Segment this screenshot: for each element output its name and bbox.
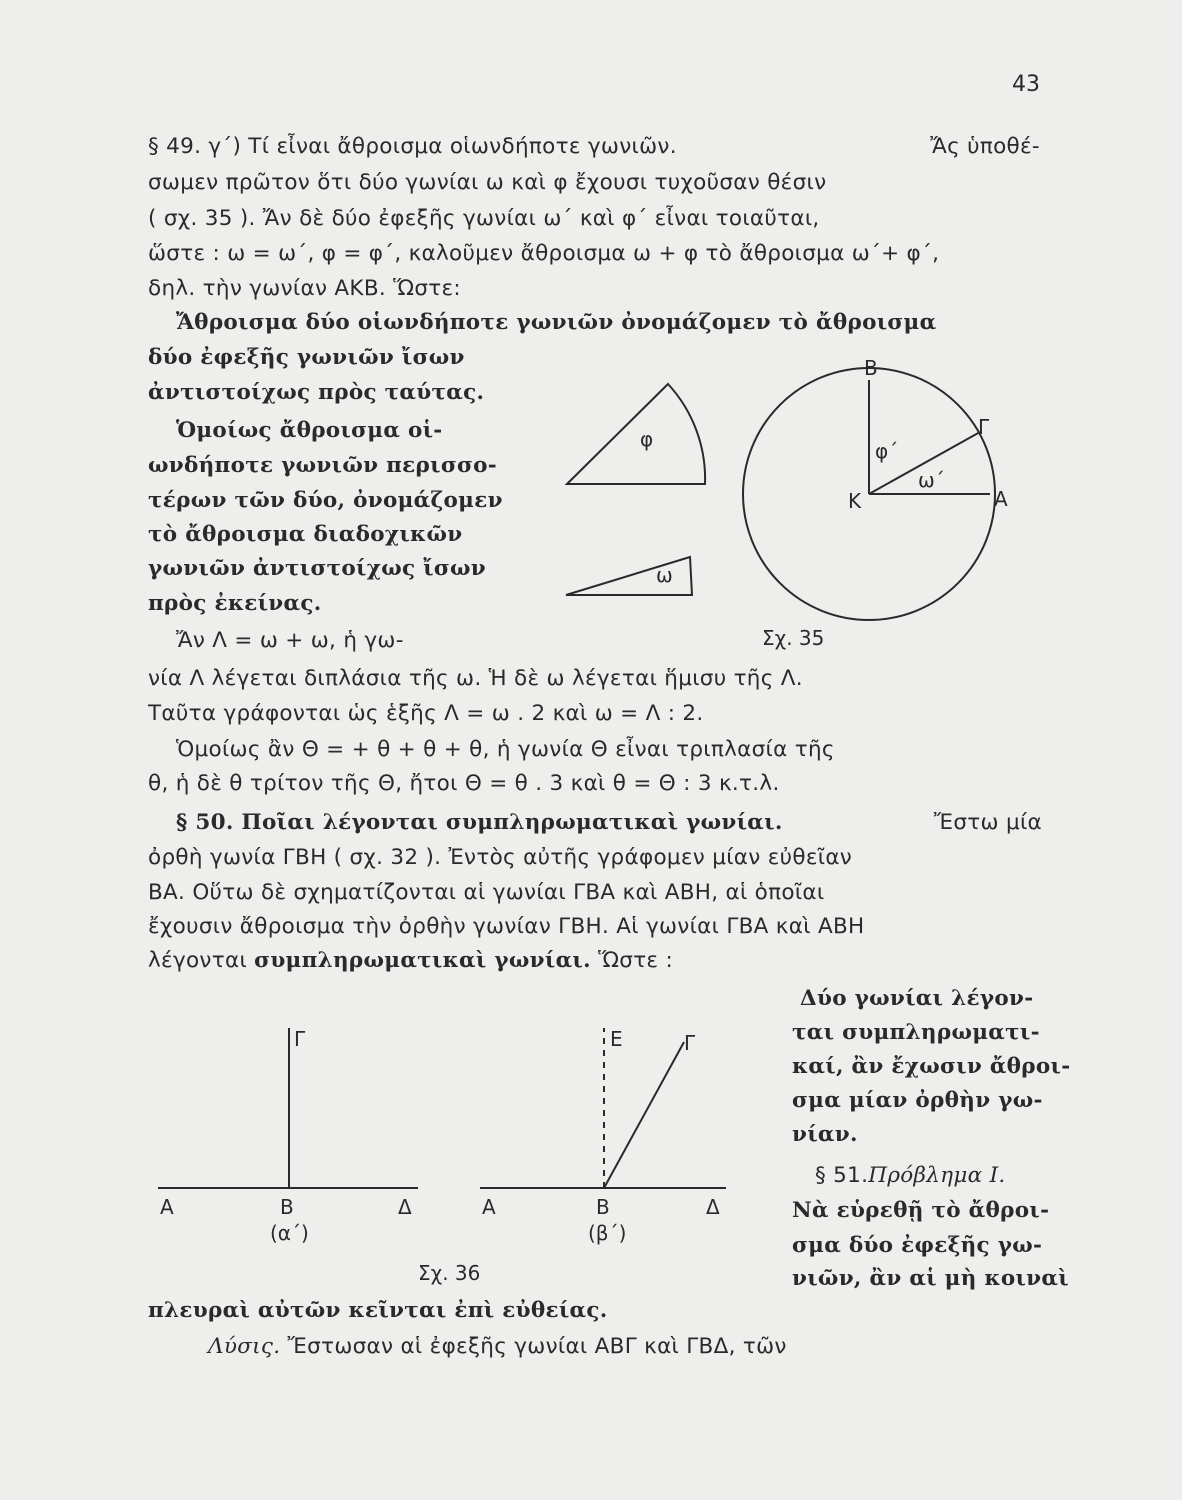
s49-line-3: ( σχ. 35 ). Ἄν δὲ δύο ἐφεξῆς γωνίαι ω΄ καὶ φ΄ εἶναι τοιαῦται, [148,206,820,231]
solution-line: Λύσις. Ἔστωσαν αἱ ἐφεξῆς γωνίαι ΑΒΓ καὶ ΓΒΔ, τῶν [208,1334,787,1359]
problem-line: Νὰ εὑρεθῇ τὸ ἄθροι- [792,1198,1050,1223]
s49-triple-a: Ὁμοίως ἂν Θ = + θ + θ + θ, ἡ γωνία Θ εἶναι τριπλασία τῆς [176,737,835,762]
label-omega-prime: ω΄ [918,468,945,492]
angle-omega-wedge [566,557,692,595]
label-e: Ε [610,1027,623,1051]
s49-triple-b: θ, ἡ δὲ θ τρίτον τῆς Θ, ἤτοι Θ = θ . 3 καὶ θ = Θ : 3 κ.τ.λ. [148,771,780,796]
label-sub-a: (α΄) [270,1221,309,1245]
definition-line: πρὸς ἐκείνας. [148,591,322,616]
label-a-a: Α [160,1195,174,1219]
definition-line: γωνιῶν ἀντιστοίχως ἴσων [148,556,486,581]
definition-line: δύο ἐφεξῆς γωνιῶν ἴσων [148,345,465,370]
label-g-a: Γ [294,1027,306,1051]
label-d-b: Δ [706,1195,720,1219]
complementary-definition-line: ται συμπληρωματι- [792,1020,1040,1045]
s49-heading: § 49. γ΄) Τί εἶναι ἄθροισμα οἱωνδήποτε γωνιῶν. [148,134,677,159]
definition-line: τὸ ἄθροισμα διαδοχικῶν [148,522,463,547]
definition-line: ωνδήποτε γωνιῶν περισσο- [148,453,497,478]
label-k: Κ [848,489,862,513]
label-b-a: Β [280,1195,294,1219]
s51-heading: § 51.Πρόβλημα Ι. [815,1163,1006,1188]
label-b: Β [864,356,878,380]
figure-35 [550,356,1050,660]
complementary-definition-line: σμα μίαν ὀρθὴν γω- [792,1088,1043,1113]
s50-line-3: ΒΑ. Οὕτω δὲ σχηματίζονται αἱ γωνίαι ΓΒΑ καὶ ΑΒΗ, αἱ ὁποῖαι [148,880,825,905]
s49-double-b: νία Λ λέγεται διπλάσια τῆς ω. Ἡ δὲ ω λέγεται ἥμισυ τῆς Λ. [148,666,803,691]
problem-line: νιῶν, ἂν αἱ μὴ κοιναὶ [792,1266,1069,1291]
label-phi: φ [640,427,654,451]
s50-line-4: ἔχουσιν ἄθροισμα τὴν ὀρθὴν γωνίαν ΓΒΗ. Αἱ γωνίαι ΓΒΑ καὶ ΑΒΗ [148,914,865,939]
s50-line-2: ὀρθὴ γωνία ΓΒΗ ( σχ. 32 ). Ἐντὸς αὐτῆς γράφομεν μίαν εὐθεῖαν [148,845,853,870]
s49-line-5: δηλ. τὴν γωνίαν ΑΚΒ. Ὥστε: [148,276,461,301]
label-omega: ω [656,563,673,587]
s50-line-5: λέγονται συμπληρωματικαὶ γωνίαι. Ὥστε : [148,948,674,973]
definition-line: Ἄθροισμα δύο οἱωνδήποτε γωνιῶν ὀνομάζομεν τὸ ἄθροισμα [176,310,937,335]
definition-line: Ὁμοίως ἄθροισμα οἱ- [176,418,443,443]
problem-line: σμα δύο ἐφεξῆς γω- [792,1233,1043,1258]
label-d-a: Δ [398,1195,412,1219]
complementary-definition-line: Δύο γωνίαι λέγον- [800,986,1034,1011]
problem-line-last: πλευραὶ αὐτῶν κεῖνται ἐπὶ εὐθείας. [148,1298,608,1323]
label-g: Γ [978,415,990,439]
label-sub-b: (β΄) [588,1221,627,1245]
s49-double-a: Ἄν Λ = ω + ω, ἡ γω- [176,628,404,653]
label-g-b: Γ [684,1031,696,1055]
figure-36 [150,1010,740,1290]
complementary-definition-line: νίαν. [792,1122,858,1147]
figure-35-caption: Σχ. 35 [762,626,825,650]
s50-line-1: § 50. Ποῖαι λέγονται συμπληρωματικαὶ γωνίαι. Ἔστω μία [176,810,1042,835]
complementary-definition-line: καί, ἂν ἔχωσιν ἄθροι- [792,1054,1071,1079]
figure-36-caption: Σχ. 36 [418,1261,481,1285]
label-a-b: Α [482,1195,496,1219]
label-phi-prime: φ΄ [875,439,899,463]
definition-line: ἀντιστοίχως πρὸς ταύτας. [148,380,485,405]
s49-line-4: ὥστε : ω = ω΄, φ = φ΄, καλοῦμεν ἄθροισμα ω + φ τὸ ἄθροισμα ω΄+ φ΄, [148,241,940,266]
ray-bg-b [604,1042,684,1188]
angle-phi-wedge [567,384,705,484]
page-number: 43 [1012,72,1040,97]
definition-line: τέρων τῶν δύο, ὀνομάζομεν [148,488,503,513]
label-a: Α [994,487,1008,511]
s49-line-1: § 49. γ΄) Τί εἶναι ἄθροισμα οἱωνδήποτε γωνιῶν. Ἄς ὑποθέ- [148,134,1040,159]
s50-heading: § 50. Ποῖαι λέγονται συμπληρωματικαὶ γωνίαι. [176,810,783,835]
s49-double-c: Ταῦτα γράφονται ὡς ἑξῆς Λ = ω . 2 καὶ ω = Λ : 2. [148,701,704,726]
s49-line-2: σωμεν πρῶτον ὅτι δύο γωνίαι ω καὶ φ ἔχουσι τυχοῦσαν θέσιν [148,170,827,195]
label-b-b: Β [596,1195,610,1219]
